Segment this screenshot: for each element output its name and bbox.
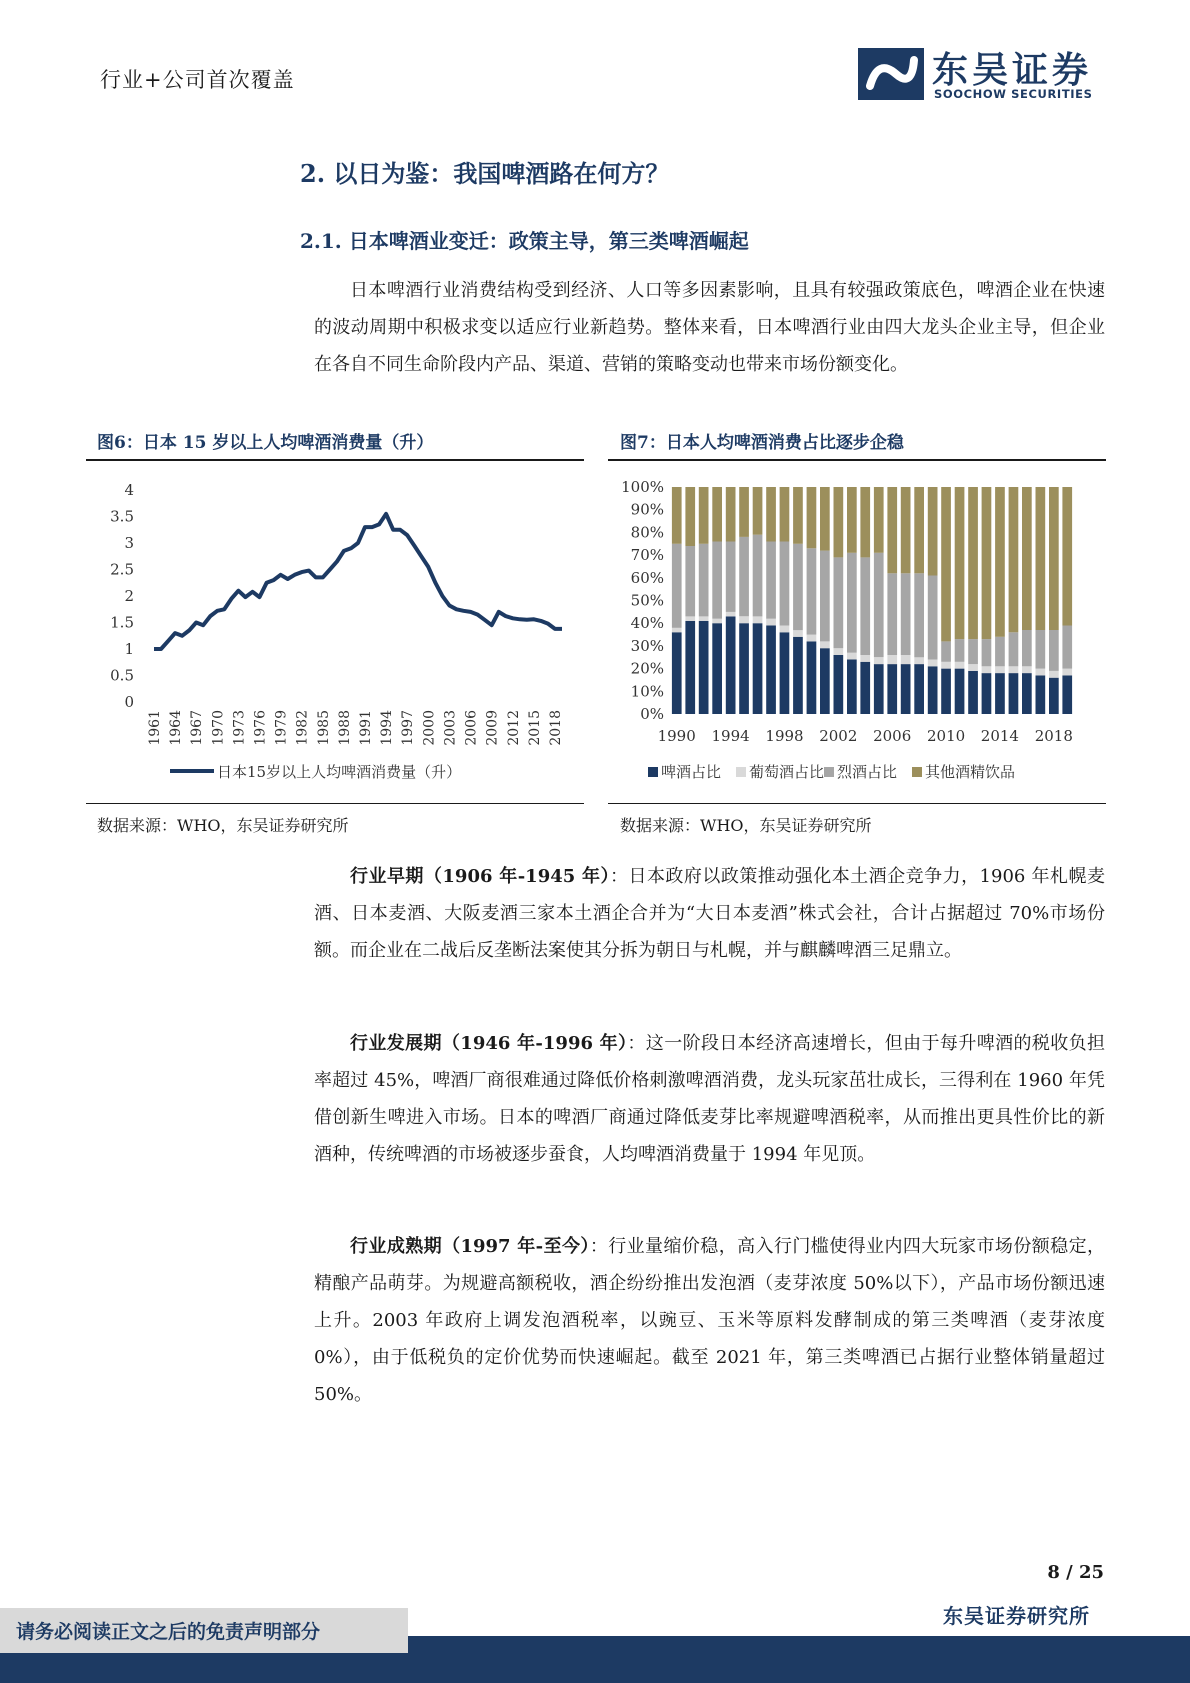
bar-segment	[1036, 669, 1046, 676]
body-lead-growth: 行业发展期（1946 年-1996 年）	[350, 1033, 628, 1054]
bar-segment	[847, 487, 857, 553]
bar-segment	[820, 487, 830, 551]
bar-segment	[874, 553, 884, 657]
bar-segment	[820, 648, 830, 714]
bar-segment	[685, 616, 695, 621]
bar-segment	[807, 641, 817, 714]
body-text-mature: ：行业量缩价稳，高入行门槛使得业内四大玩家市场份额稳定，精酿产品萌芽。为规避高额税收，酒企纷纷推出发泡酒（麦芽浓度 50%以下），产品市场份额迅速上升。2003 年政府上调发泡酒税率，以豌豆、玉米等原料发酵制成的第三类啤酒（麦芽浓度 0%），由于低税负的定价优势而快速崛起。截至 2021 年，第三类啤酒已占据行业整体销量超过 50%。	[314, 1236, 1105, 1405]
x-tick-label: 2003	[442, 710, 459, 746]
bar-segment	[766, 626, 776, 715]
body-paragraph-early	[314, 858, 1105, 969]
bar-segment	[1062, 487, 1072, 626]
bar-segment	[672, 628, 682, 633]
body-paragraph-growth	[314, 1025, 1105, 1173]
bar-segment	[914, 657, 924, 664]
bar-segment	[807, 487, 817, 548]
bar-segment	[1022, 666, 1032, 673]
report-type-tag: 行业+公司首次覆盖	[100, 68, 295, 92]
bar-segment	[955, 669, 965, 714]
figure-7-title: 图7：日本人均啤酒消费占比逐步企稳	[620, 433, 904, 453]
bar-segment	[1049, 630, 1059, 671]
bar-segment	[712, 619, 722, 624]
x-tick-label: 1961	[147, 710, 163, 746]
bar-segment	[712, 623, 722, 714]
x-tick-label: 2000	[421, 710, 438, 746]
bar-segment	[928, 487, 938, 576]
bar-segment	[1009, 666, 1019, 673]
bar-segment	[1022, 673, 1032, 714]
bar-segment	[901, 664, 911, 714]
bar-segment	[739, 616, 749, 623]
bar-segment	[820, 551, 830, 642]
body-text-growth: ：这一阶段日本经济高速增长，但由于每升啤酒的税收负担率超过 45%，啤酒厂商很难通过降低价格刺激啤酒消费，龙头玩家茁壮成长，三得利在 1960 年凭借创新生啤进入市场。日本的啤酒厂商通过降低麦芽比率规避啤酒税率，从而推出更具性价比的新酒种，传统啤酒的市场被逐步蚕食，人均啤酒消费量于 1994 年见顶。	[314, 1033, 1106, 1165]
bar-segment	[793, 630, 803, 637]
bar-segment	[1049, 671, 1059, 678]
y-tick-label: 40%	[630, 614, 664, 633]
disclaimer-notice: 请务必阅读正文之后的免责声明部分	[16, 1621, 321, 1643]
bar-segment	[807, 635, 817, 642]
figure-7-top-rule	[608, 459, 1106, 461]
x-tick-label: 1970	[210, 710, 227, 746]
logo-text-en: SOOCHOW SECURITIES	[934, 87, 1093, 101]
bar-segment	[982, 673, 992, 714]
section-title: 2. 以日为鉴：我国啤酒路在何方？	[300, 159, 670, 188]
x-tick-label: 2006	[463, 710, 480, 746]
legend-swatch	[824, 767, 834, 777]
bar-segment	[887, 664, 897, 714]
x-tick-label: 2002	[819, 727, 858, 745]
bar-segment	[1062, 675, 1072, 714]
bar-segment	[860, 557, 870, 655]
bar-segment	[820, 641, 830, 648]
bar-segment	[1009, 673, 1019, 714]
y-tick-label: 60%	[630, 568, 664, 587]
legend-swatch	[736, 767, 746, 777]
x-tick-label: 1998	[765, 727, 804, 745]
bar-segment	[968, 664, 978, 671]
y-tick-label: 1.5	[110, 613, 134, 632]
bar-segment	[887, 487, 897, 573]
y-tick-label: 4	[124, 481, 134, 499]
y-tick-label: 90%	[630, 500, 664, 519]
x-tick-label: 1964	[168, 710, 185, 746]
bar-segment	[699, 544, 709, 617]
bar-segment	[766, 542, 776, 619]
legend-label: 日本15岁以上人均啤酒消费量（升）	[217, 763, 462, 781]
bar-segment	[914, 664, 924, 714]
x-tick-label: 2014	[980, 727, 1019, 745]
legend-swatch	[912, 767, 922, 777]
consumption-line	[154, 514, 562, 649]
bar-segment	[766, 619, 776, 626]
bar-segment	[901, 655, 911, 664]
bar-segment	[995, 673, 1005, 714]
body-lead-mature: 行业成熟期（1997 年-至今）	[350, 1236, 590, 1257]
x-tick-label: 1973	[231, 710, 248, 746]
y-tick-label: 70%	[630, 546, 664, 565]
bar-segment	[739, 487, 749, 537]
x-tick-label: 2018	[1034, 727, 1073, 745]
bar-segment	[780, 632, 790, 714]
y-tick-label: 100%	[621, 478, 664, 496]
bar-segment	[780, 487, 790, 542]
bar-segment	[901, 573, 911, 655]
x-tick-label: 1991	[358, 710, 375, 746]
bar-segment	[672, 487, 682, 544]
bar-segment	[887, 573, 897, 655]
x-tick-label: 2009	[484, 710, 501, 746]
bar-segment	[874, 487, 884, 553]
bar-segment	[941, 662, 951, 669]
bar-segment	[726, 616, 736, 714]
bar-segment	[928, 660, 938, 667]
bar-segment	[847, 653, 857, 660]
bar-segment	[941, 669, 951, 714]
footer-organization: 东吴证券研究所	[943, 1604, 1090, 1628]
figure-7-bottom-rule	[608, 803, 1106, 804]
y-tick-label: 80%	[630, 523, 664, 542]
bar-segment	[995, 637, 1005, 667]
figure-6-source: 数据来源：WHO，东吴证券研究所	[97, 816, 349, 835]
bar-segment	[914, 487, 924, 573]
legend-label: 葡萄酒占比	[749, 763, 825, 781]
bar-segment	[699, 621, 709, 714]
bar-segment	[1062, 669, 1072, 676]
bar-segment	[766, 487, 776, 542]
bar-segment	[968, 639, 978, 664]
figure-6-title: 图6：日本 15 岁以上人均啤酒消费量（升）	[97, 433, 434, 453]
bar-segment	[1049, 678, 1059, 714]
x-tick-label: 1979	[273, 710, 290, 746]
bar-segment	[699, 487, 709, 544]
bar-segment	[887, 655, 897, 664]
bar-segment	[941, 487, 951, 641]
bar-segment	[914, 573, 924, 657]
bar-segment	[793, 487, 803, 544]
bar-segment	[726, 487, 736, 542]
bar-segment	[1009, 487, 1019, 632]
legend-label: 其他酒精饮品	[925, 763, 1016, 781]
bar-segment	[834, 655, 844, 714]
bar-segment	[685, 621, 695, 714]
intro-paragraph: 日本啤酒行业消费结构受到经济、人口等多因素影响，且具有较强政策底色，啤酒企业在快速的波动周期中积极求变以适应行业新趋势。整体来看，日本啤酒行业由四大龙头企业主导，但企业在各自不同生命阶段内产品、渠道、营销的策略变动也带来市场份额变化。	[314, 280, 1105, 375]
bar-segment	[712, 542, 722, 619]
bar-segment	[739, 537, 749, 616]
y-tick-label: 0	[124, 693, 134, 711]
x-tick-label: 1997	[400, 710, 417, 746]
y-tick-label: 1	[124, 640, 134, 658]
bar-segment	[699, 616, 709, 621]
x-tick-label: 2006	[873, 727, 912, 745]
bar-segment	[982, 487, 992, 639]
page-number: 8 / 25	[1047, 1562, 1104, 1583]
logo-text-cn: 东吴证券	[932, 50, 1093, 91]
figure-6-top-rule	[86, 459, 584, 461]
bar-segment	[982, 666, 992, 673]
x-tick-label: 1967	[189, 710, 206, 746]
bar-segment	[672, 544, 682, 628]
bar-segment	[995, 666, 1005, 673]
y-tick-label: 3.5	[110, 507, 134, 526]
bar-segment	[685, 546, 695, 616]
bar-segment	[1036, 630, 1046, 669]
bar-segment	[726, 612, 736, 617]
y-tick-label: 30%	[630, 636, 664, 655]
x-tick-label: 1990	[657, 727, 696, 745]
figure-6-line-chart	[86, 462, 584, 802]
bar-segment	[874, 657, 884, 664]
y-tick-label: 2.5	[110, 560, 134, 579]
body-lead-early: 行业早期（1906 年-1945 年）	[350, 866, 610, 887]
bar-segment	[834, 557, 844, 648]
bar-segment	[753, 535, 763, 617]
bar-segment	[1036, 675, 1046, 714]
y-tick-label: 2	[124, 587, 134, 605]
subsection-title: 2.1. 日本啤酒业变迁：政策主导，第三类啤酒崛起	[300, 229, 749, 253]
y-tick-label: 10%	[630, 682, 664, 701]
x-tick-label: 1994	[711, 727, 750, 745]
bar-segment	[982, 639, 992, 666]
legend-swatch	[648, 767, 658, 777]
x-tick-label: 2012	[505, 710, 522, 746]
bar-segment	[712, 487, 722, 542]
bar-segment	[968, 671, 978, 714]
y-tick-label: 0.5	[110, 666, 134, 685]
bar-segment	[726, 542, 736, 612]
x-tick-label: 1976	[252, 710, 269, 746]
bar-segment	[941, 641, 951, 661]
figure-7-source: 数据来源：WHO，东吴证券研究所	[620, 816, 872, 835]
bar-segment	[847, 553, 857, 653]
x-tick-label: 1994	[379, 710, 396, 746]
y-tick-label: 0%	[640, 705, 664, 723]
bar-segment	[834, 648, 844, 655]
bar-segment	[955, 639, 965, 662]
bar-segment	[739, 623, 749, 714]
x-tick-label: 2018	[547, 710, 564, 746]
bar-segment	[753, 623, 763, 714]
bar-segment	[780, 542, 790, 626]
bar-segment	[1036, 487, 1046, 630]
bar-segment	[995, 487, 1005, 637]
bar-segment	[834, 487, 844, 557]
bar-segment	[955, 487, 965, 639]
bar-segment	[793, 544, 803, 630]
bar-segment	[753, 616, 763, 623]
legend-label: 烈酒占比	[837, 763, 898, 781]
x-tick-label: 1982	[294, 710, 311, 746]
bar-segment	[860, 487, 870, 557]
bar-segment	[753, 487, 763, 535]
bar-segment	[807, 548, 817, 634]
x-tick-label: 2010	[927, 727, 966, 745]
y-tick-label: 3	[124, 534, 134, 552]
bar-segment	[1009, 632, 1019, 666]
bar-segment	[1022, 630, 1032, 666]
bar-segment	[780, 626, 790, 633]
bar-segment	[847, 660, 857, 715]
bar-segment	[968, 487, 978, 639]
x-tick-label: 1985	[315, 710, 332, 746]
bar-segment	[793, 637, 803, 714]
bar-segment	[1049, 487, 1059, 630]
bar-segment	[874, 664, 884, 714]
bar-segment	[1022, 487, 1032, 630]
y-tick-label: 50%	[630, 591, 664, 610]
bar-segment	[901, 487, 911, 573]
body-text-early: ：日本政府以政策推动强化本土酒企竞争力，1906 年札幌麦酒、日本麦酒、大阪麦酒三家本土酒企合并为“大日本麦酒”株式会社，合计占据超过 70%市场份额。而企业在二战后反垄断法案使其分拆为朝日与札幌，并与麒麟啤酒三足鼎立。	[314, 866, 1105, 961]
y-tick-label: 20%	[630, 659, 664, 678]
bar-segment	[860, 655, 870, 662]
bar-segment	[928, 576, 938, 660]
bar-segment	[685, 487, 695, 546]
bar-segment	[928, 666, 938, 714]
bar-segment	[1062, 626, 1072, 669]
body-paragraph-mature	[314, 1228, 1105, 1413]
figure-7-stacked-bar-chart	[608, 462, 1106, 802]
x-tick-label: 1988	[336, 710, 353, 746]
bar-segment	[860, 662, 870, 714]
figure-6-bottom-rule	[86, 803, 584, 804]
bar-segment	[672, 632, 682, 714]
x-tick-label: 2015	[526, 710, 543, 746]
bar-segment	[955, 662, 965, 669]
legend-label: 啤酒占比	[661, 763, 722, 781]
